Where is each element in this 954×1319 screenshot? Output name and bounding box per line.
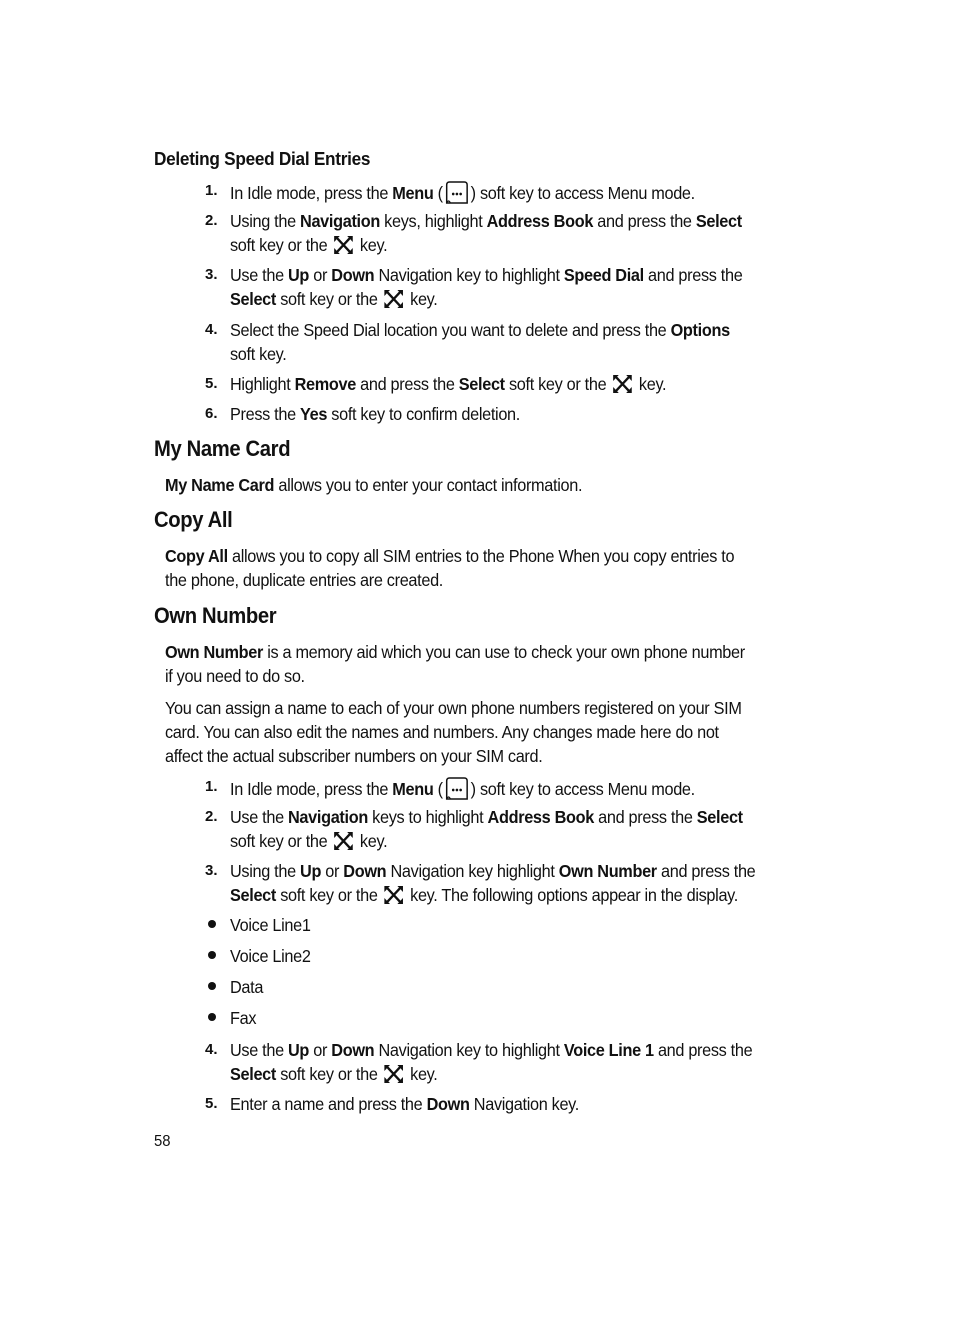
step-text: Using the Up or Down Navigation key highlight Own Number and press the Select soft key or the key. The following options appear in the display. bbox=[230, 861, 756, 905]
select-key-icon bbox=[612, 374, 632, 394]
step-number: 1. bbox=[205, 778, 218, 795]
step-text: Press the Yes soft key to confirm deletion. bbox=[230, 404, 520, 424]
select-key-icon bbox=[384, 1064, 404, 1084]
paragraph-own-number-1: Own Number is a memory aid which you can use to check your own phone number if you need to do so. bbox=[165, 642, 745, 686]
step-text: Use the Up or Down Navigation key to highlight Voice Line 1 and press the Select soft key or the key. bbox=[230, 1040, 753, 1084]
step-text: Enter a name and press the Down Navigation key. bbox=[230, 1094, 579, 1114]
step-number: 4. bbox=[205, 321, 218, 338]
step-text: In Idle mode, press the Menu ( ) soft key to access Menu mode. bbox=[230, 179, 695, 205]
step-text: Using the Navigation keys, highlight Address Book and press the Select soft key or the key. bbox=[230, 211, 742, 255]
section-title-own-number: Own Number bbox=[154, 603, 277, 628]
select-key-icon bbox=[384, 885, 404, 905]
step-text: Use the Up or Down Navigation key to highlight Speed Dial and press the Select soft key or the key. bbox=[230, 265, 743, 309]
step-number: 3. bbox=[205, 266, 218, 283]
paragraph-own-number-2: You can assign a name to each of your own phone numbers registered on your SIM card. You can also edit the names and numbers. Any changes made here do not affect the actual subscriber numbers on your SIM card. bbox=[165, 698, 742, 766]
step-number: 5. bbox=[205, 375, 218, 392]
bullet-icon bbox=[208, 982, 216, 990]
select-key-icon bbox=[333, 831, 353, 851]
step-number: 4. bbox=[205, 1041, 218, 1058]
bullet-icon bbox=[208, 920, 216, 928]
step-text: Use the Navigation keys to highlight Address Book and press the Select soft key or the key. bbox=[230, 807, 743, 851]
bullet-icon bbox=[208, 1013, 216, 1021]
paragraph-my-name-card: My Name Card allows you to enter your contact information. bbox=[165, 475, 583, 495]
manual-page: Deleting Speed Dial Entries 1. In Idle mode, press the Menu ( ) soft key to access Menu mode. 2. Using the Navigation keys, highlight Address Book and press the Select soft key or the key. 3. Use the Up or Down Navigation key to highlight Speed Dial and press the Select soft key or the key. 4. Select the Speed Dial location you want to delete and press the Options soft key. 5. Highlight Remove and press the Select soft key or the key. 6. Press the Yes soft key to confirm deletion. My Name Card My Name Card allows you to enter your contact information. Copy All Copy All allows you to copy all SIM entries to the Phone When you copy entries to the phone, duplicate entries are created. Own Number Own Number is a memory aid which you can use to check your own phone number if you need to do so. You can assign a name to each of your own phone numbers registered on your SIM card. You can also edit the names and numbers. Any changes made here do not affect the actual subscriber numbers on your SIM card. 1. In Idle mode, press the Menu ( ) soft key to access Menu mode. 2. Use the Navigation keys to highlight Address Book and press the Select soft key or the key. 3. Using the Up or Down Navigation key highlight Own Number and press the Select soft key or the key. The following options appear in the display. Voice Line1 Voice Line2 Data Fax 4. Use the Up or Down Navigation key to highlight Voice Line 1 and press the Select soft key or the key. 5. Enter a name and press the Down Navigation key. 58 bbox=[154, 148, 756, 1150]
section-title-deleting-speed-dial: Deleting Speed Dial Entries bbox=[154, 148, 371, 169]
section-title-copy-all: Copy All bbox=[154, 507, 233, 532]
menu-softkey-icon bbox=[445, 179, 469, 205]
step-text: In Idle mode, press the Menu ( ) soft key to access Menu mode. bbox=[230, 775, 695, 801]
section-title-my-name-card: My Name Card bbox=[154, 436, 291, 461]
bullet-icon bbox=[208, 951, 216, 959]
step-text: Select the Speed Dial location you want to delete and press the Options soft key. bbox=[230, 320, 730, 364]
paragraph-copy-all: Copy All allows you to copy all SIM entries to the Phone When you copy entries to the phone, duplicate entries are created. bbox=[165, 546, 735, 590]
step-number: 2. bbox=[205, 212, 218, 229]
step-number: 3. bbox=[205, 862, 218, 879]
step-number: 6. bbox=[205, 405, 218, 422]
step-text: Highlight Remove and press the Select soft key or the key. bbox=[230, 374, 667, 394]
select-key-icon bbox=[333, 235, 353, 255]
select-key-icon bbox=[384, 289, 404, 309]
step-number: 2. bbox=[205, 808, 218, 825]
page-number: 58 bbox=[154, 1133, 171, 1150]
step-number: 1. bbox=[205, 182, 218, 199]
menu-softkey-icon bbox=[445, 775, 469, 801]
step-number: 5. bbox=[205, 1095, 218, 1112]
